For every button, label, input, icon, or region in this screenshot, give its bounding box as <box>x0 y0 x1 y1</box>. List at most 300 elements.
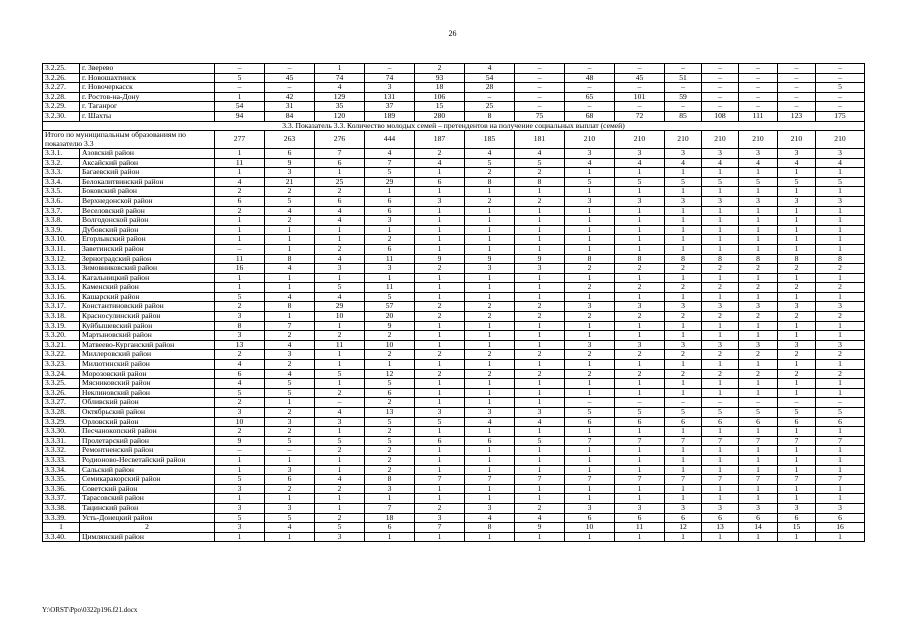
value-cell: 5 <box>816 83 865 93</box>
value-cell: 2 <box>515 369 565 379</box>
row-name: Дубовский район <box>80 225 215 235</box>
table-row <box>43 187 865 197</box>
row-number: 3.3.38. <box>43 503 80 513</box>
value-cell: 2 <box>515 302 565 312</box>
value-cell: 6 <box>665 513 702 523</box>
value-cell: 6 <box>615 417 665 427</box>
value-cell: 1 <box>615 206 665 216</box>
value-cell: – <box>702 92 739 102</box>
value-cell: 4 <box>315 254 365 264</box>
value-cell: 3 <box>615 196 665 206</box>
value-cell: 1 <box>415 244 465 254</box>
value-cell: 1 <box>665 388 702 398</box>
row-number: 3.2.25. <box>43 64 80 74</box>
value-cell: 2 <box>702 369 739 379</box>
table-row <box>43 446 865 456</box>
value-cell: 8 <box>739 254 778 264</box>
value-cell: 9 <box>365 321 415 331</box>
value-cell: 1 <box>816 321 865 331</box>
value-cell: 4 <box>265 206 315 216</box>
value-cell: 1 <box>515 446 565 456</box>
value-cell: 2 <box>365 331 415 341</box>
value-cell: 1 <box>215 216 265 226</box>
row-number: 3.3.37. <box>43 494 80 504</box>
value-cell: – <box>515 73 565 83</box>
value-cell: 1 <box>415 273 465 283</box>
value-cell: 1 <box>315 273 365 283</box>
value-cell: 12 <box>365 369 415 379</box>
table-row <box>43 216 865 226</box>
value-cell: 2 <box>702 350 739 360</box>
value-cell: 2 <box>665 312 702 322</box>
value-cell: 1 <box>465 379 515 389</box>
value-cell: 3 <box>702 196 739 206</box>
value-cell: 1 <box>215 92 265 102</box>
value-cell: 5 <box>365 168 415 178</box>
total-value-cell: 210 <box>739 131 778 149</box>
row-number: 3.3.26. <box>43 388 80 398</box>
value-cell: 6 <box>365 244 415 254</box>
value-cell: 1 <box>415 321 465 331</box>
value-cell: 5 <box>778 177 816 187</box>
row-number: 3.3.4. <box>43 177 80 187</box>
value-cell: 9 <box>415 254 465 264</box>
value-cell: 5 <box>665 408 702 418</box>
row-number: 3.3.7. <box>43 206 80 216</box>
value-cell: 1 <box>778 388 816 398</box>
value-cell: – <box>816 73 865 83</box>
value-cell: 6 <box>565 513 615 523</box>
value-cell: 2 <box>365 350 415 360</box>
value-cell: 3 <box>739 148 778 158</box>
value-cell: 5 <box>565 408 615 418</box>
value-cell: 1 <box>415 427 465 437</box>
value-cell: 3 <box>365 83 415 93</box>
row-name: Тарасовский район <box>80 494 215 504</box>
value-cell: 59 <box>665 92 702 102</box>
data-table <box>42 63 865 542</box>
value-cell: 2 <box>315 244 365 254</box>
value-cell: – <box>365 64 415 74</box>
value-cell: 1 <box>415 455 465 465</box>
value-cell: 1 <box>465 244 515 254</box>
value-cell: 2 <box>315 446 365 456</box>
value-cell: 2 <box>265 216 315 226</box>
total-label: Итого по муниципальным образованиям по показателю 3.3 <box>43 131 215 149</box>
total-value-cell: 210 <box>816 131 865 149</box>
value-cell: 11 <box>215 158 265 168</box>
value-cell: – <box>565 83 615 93</box>
row-number: 3.3.11. <box>43 244 80 254</box>
value-cell: 3 <box>615 302 665 312</box>
value-cell: 1 <box>315 350 365 360</box>
value-cell: 1 <box>615 465 665 475</box>
value-cell: 1 <box>215 148 265 158</box>
total-row <box>43 131 865 149</box>
row-name: Азовский район <box>80 148 215 158</box>
value-cell: 2 <box>415 302 465 312</box>
value-cell: 1 <box>465 331 515 341</box>
value-cell: 1 <box>739 292 778 302</box>
value-cell: 8 <box>365 475 415 485</box>
value-cell: 1 <box>315 168 365 178</box>
value-cell: 5 <box>365 379 415 389</box>
value-cell: 3 <box>739 196 778 206</box>
value-cell: 175 <box>816 111 865 121</box>
value-cell: 8 <box>702 254 739 264</box>
value-cell: 7 <box>365 503 415 513</box>
value-cell: 1 <box>816 446 865 456</box>
value-cell: 1 <box>778 321 816 331</box>
value-cell: 8 <box>215 321 265 331</box>
value-cell: 3 <box>816 148 865 158</box>
value-cell: 3 <box>778 503 816 513</box>
value-cell: 11 <box>365 283 415 293</box>
value-cell: 280 <box>415 111 465 121</box>
row-name: Мартыновский район <box>80 331 215 341</box>
row-number: 3.3.14. <box>43 273 80 283</box>
column-number-cell: 10 <box>565 523 615 533</box>
value-cell: 37 <box>365 102 415 112</box>
value-cell: 1 <box>816 388 865 398</box>
value-cell: 1 <box>778 244 816 254</box>
value-cell: 3 <box>265 465 315 475</box>
value-cell: 1 <box>415 216 465 226</box>
value-cell: 3 <box>265 417 315 427</box>
value-cell: 1 <box>702 225 739 235</box>
value-cell: 1 <box>739 455 778 465</box>
value-cell: 2 <box>665 283 702 293</box>
value-cell: – <box>816 102 865 112</box>
value-cell: 2 <box>365 455 415 465</box>
row-name: Цимлянский район <box>80 532 215 542</box>
value-cell: 1 <box>615 379 665 389</box>
value-cell: 1 <box>665 465 702 475</box>
row-number: 3.3.39. <box>43 513 80 523</box>
value-cell: 2 <box>465 312 515 322</box>
value-cell: 2 <box>315 513 365 523</box>
table-row <box>43 92 865 102</box>
value-cell: 3 <box>615 148 665 158</box>
table-row <box>43 254 865 264</box>
value-cell: 1 <box>265 398 315 408</box>
row-name: Волгодонской район <box>80 216 215 226</box>
value-cell: 6 <box>415 177 465 187</box>
value-cell: 5 <box>215 513 265 523</box>
value-cell: 1 <box>778 273 816 283</box>
value-cell: 31 <box>265 102 315 112</box>
value-cell: 1 <box>615 244 665 254</box>
value-cell: 3 <box>778 340 816 350</box>
row-number: 3.3.17. <box>43 302 80 312</box>
value-cell: 7 <box>615 436 665 446</box>
value-cell: 1 <box>515 283 565 293</box>
row-name: Боковский район <box>80 187 215 197</box>
value-cell: 6 <box>565 417 615 427</box>
value-cell: 28 <box>465 83 515 93</box>
value-cell: 1 <box>778 379 816 389</box>
value-cell: 1 <box>665 187 702 197</box>
row-number: 3.2.29. <box>43 102 80 112</box>
value-cell: 1 <box>739 206 778 216</box>
value-cell: 1 <box>565 206 615 216</box>
row-number: 3.3.10. <box>43 235 80 245</box>
row-name: г. Зверево <box>80 64 215 74</box>
value-cell: 1 <box>665 168 702 178</box>
value-cell: 1 <box>702 273 739 283</box>
row-number: 3.3.35. <box>43 475 80 485</box>
value-cell: 101 <box>615 92 665 102</box>
value-cell: 5 <box>365 436 415 446</box>
value-cell: 4 <box>515 417 565 427</box>
value-cell: 1 <box>215 532 265 542</box>
row-number: 3.2.27. <box>43 83 80 93</box>
row-name: Кагальницкий район <box>80 273 215 283</box>
value-cell: 2 <box>215 302 265 312</box>
row-name: г. Ростов-на-Дону <box>80 92 215 102</box>
column-number-cell: 13 <box>702 523 739 533</box>
row-name: Красносулинский район <box>80 312 215 322</box>
value-cell: 1 <box>739 321 778 331</box>
value-cell: 2 <box>816 312 865 322</box>
value-cell: 1 <box>665 225 702 235</box>
value-cell: 6 <box>415 436 465 446</box>
value-cell: 3 <box>615 340 665 350</box>
value-cell: 3 <box>315 417 365 427</box>
value-cell: 1 <box>465 360 515 370</box>
row-number: 3.3.18. <box>43 312 80 322</box>
table-row <box>43 111 865 121</box>
total-value-cell: 210 <box>702 131 739 149</box>
table-row <box>43 148 865 158</box>
value-cell: 1 <box>415 206 465 216</box>
table-row <box>43 455 865 465</box>
value-cell: 1 <box>515 331 565 341</box>
value-cell: 6 <box>778 417 816 427</box>
value-cell: 3 <box>615 503 665 513</box>
value-cell: 4 <box>515 148 565 158</box>
value-cell: 1 <box>665 206 702 216</box>
value-cell: 25 <box>315 177 365 187</box>
value-cell: 4 <box>315 216 365 226</box>
value-cell: – <box>739 102 778 112</box>
table-row <box>43 465 865 475</box>
value-cell: 1 <box>702 216 739 226</box>
row-name: Матвеево-Курганский район <box>80 340 215 350</box>
value-cell: 1 <box>665 331 702 341</box>
value-cell: 123 <box>778 111 816 121</box>
table-row <box>43 379 865 389</box>
value-cell: 9 <box>215 436 265 446</box>
value-cell: 2 <box>415 312 465 322</box>
value-cell: 1 <box>515 340 565 350</box>
value-cell: 2 <box>515 350 565 360</box>
page-number: 26 <box>448 29 457 38</box>
value-cell: 94 <box>215 111 265 121</box>
value-cell: 1 <box>215 465 265 475</box>
value-cell: 1 <box>816 360 865 370</box>
value-cell: 2 <box>415 148 465 158</box>
value-cell: 1 <box>565 187 615 197</box>
value-cell: 3 <box>215 312 265 322</box>
value-cell: 1 <box>816 225 865 235</box>
value-cell: 8 <box>465 111 515 121</box>
value-cell: 2 <box>739 312 778 322</box>
value-cell: 1 <box>739 168 778 178</box>
table-row <box>43 388 865 398</box>
section-title: 3.3. Показатель 3.3. Количество молодых семей – претендентов на получение социальных выплат (семей) <box>43 121 865 131</box>
value-cell: 1 <box>702 484 739 494</box>
row-number: 3.3.23. <box>43 360 80 370</box>
value-cell: 1 <box>465 494 515 504</box>
table-row <box>43 408 865 418</box>
total-value-cell: 276 <box>315 131 365 149</box>
value-cell: 3 <box>565 302 615 312</box>
value-cell: 93 <box>415 73 465 83</box>
row-name: Аксайский район <box>80 158 215 168</box>
value-cell: 3 <box>365 216 415 226</box>
value-cell: 1 <box>515 388 565 398</box>
value-cell: 2 <box>415 369 465 379</box>
table-row <box>43 83 865 93</box>
value-cell: 1 <box>739 465 778 475</box>
column-number-cell: 16 <box>816 523 865 533</box>
row-name: Обливский район <box>80 398 215 408</box>
value-cell: – <box>702 73 739 83</box>
value-cell: 1 <box>515 244 565 254</box>
value-cell: – <box>565 102 615 112</box>
value-cell: 5 <box>265 388 315 398</box>
value-cell: 5 <box>265 436 315 446</box>
row-number: 3.3.21. <box>43 340 80 350</box>
value-cell: 6 <box>465 436 515 446</box>
table-row <box>43 283 865 293</box>
value-cell: 1 <box>465 235 515 245</box>
row-name: Зимовниковский район <box>80 264 215 274</box>
value-cell: 2 <box>265 484 315 494</box>
value-cell: 1 <box>415 484 465 494</box>
value-cell: 1 <box>816 465 865 475</box>
value-cell: 1 <box>565 321 615 331</box>
value-cell: 1 <box>739 532 778 542</box>
value-cell: 1 <box>739 216 778 226</box>
value-cell: 6 <box>365 206 415 216</box>
value-cell: 2 <box>265 187 315 197</box>
value-cell: 1 <box>615 292 665 302</box>
value-cell: 57 <box>365 302 415 312</box>
value-cell: 3 <box>739 302 778 312</box>
value-cell: 1 <box>265 273 315 283</box>
value-cell: 5 <box>265 379 315 389</box>
value-cell: 3 <box>315 264 365 274</box>
total-value-cell: 210 <box>565 131 615 149</box>
value-cell: 1 <box>816 244 865 254</box>
column-number-cell: 4 <box>265 523 315 533</box>
value-cell: 3 <box>265 168 315 178</box>
value-cell: 1 <box>565 484 615 494</box>
value-cell: 4 <box>215 360 265 370</box>
value-cell: 2 <box>415 264 465 274</box>
value-cell: 3 <box>816 340 865 350</box>
table-row <box>43 177 865 187</box>
value-cell: 1 <box>665 427 702 437</box>
row-number: 3.3.20. <box>43 331 80 341</box>
column-number-cell: 14 <box>739 523 778 533</box>
value-cell: 108 <box>702 111 739 121</box>
value-cell: 11 <box>365 254 415 264</box>
value-cell: 1 <box>265 312 315 322</box>
value-cell: 1 <box>465 465 515 475</box>
value-cell: 1 <box>778 168 816 178</box>
value-cell: 2 <box>615 312 665 322</box>
value-cell: 5 <box>615 408 665 418</box>
value-cell: 7 <box>702 436 739 446</box>
value-cell: 3 <box>702 503 739 513</box>
value-cell: 3 <box>816 196 865 206</box>
value-cell: 4 <box>465 148 515 158</box>
column-number-cell: 11 <box>615 523 665 533</box>
value-cell: 1 <box>465 225 515 235</box>
value-cell: 1 <box>315 235 365 245</box>
value-cell: 1 <box>665 273 702 283</box>
column-number-cell: 12 <box>665 523 702 533</box>
value-cell: 4 <box>465 417 515 427</box>
value-cell: 5 <box>265 513 315 523</box>
value-cell: 1 <box>816 206 865 216</box>
value-cell: 1 <box>515 427 565 437</box>
column-number-cell: 9 <box>515 523 565 533</box>
value-cell: – <box>615 102 665 112</box>
value-cell: 6 <box>215 196 265 206</box>
row-number: 3.3.15. <box>43 283 80 293</box>
value-cell: 3 <box>265 350 315 360</box>
value-cell: 1 <box>665 292 702 302</box>
value-cell: 1 <box>739 225 778 235</box>
value-cell: 3 <box>515 408 565 418</box>
value-cell: 1 <box>415 187 465 197</box>
column-number-cell: 8 <box>465 523 515 533</box>
row-number: 3.3.33. <box>43 455 80 465</box>
value-cell: 3 <box>778 148 816 158</box>
value-cell: 1 <box>415 398 465 408</box>
value-cell: 6 <box>315 158 365 168</box>
value-cell: 1 <box>778 455 816 465</box>
value-cell: 5 <box>515 436 565 446</box>
value-cell: 45 <box>615 73 665 83</box>
row-number: 3.3.5. <box>43 187 80 197</box>
value-cell: 1 <box>702 331 739 341</box>
table-row <box>43 340 865 350</box>
value-cell: 2 <box>615 369 665 379</box>
value-cell: 1 <box>702 465 739 475</box>
value-cell: 5 <box>265 196 315 206</box>
value-cell: 1 <box>702 187 739 197</box>
value-cell: 1 <box>465 427 515 437</box>
value-cell: 29 <box>365 177 415 187</box>
value-cell: 1 <box>615 225 665 235</box>
row-number: 3.3.31. <box>43 436 80 446</box>
value-cell: 13 <box>365 408 415 418</box>
value-cell: 5 <box>315 369 365 379</box>
value-cell: 1 <box>215 494 265 504</box>
value-cell: – <box>615 64 665 74</box>
value-cell: 4 <box>816 158 865 168</box>
value-cell: 1 <box>565 388 615 398</box>
value-cell: 7 <box>415 475 465 485</box>
value-cell: 3 <box>565 340 615 350</box>
table-row <box>43 484 865 494</box>
value-cell: 2 <box>415 350 465 360</box>
